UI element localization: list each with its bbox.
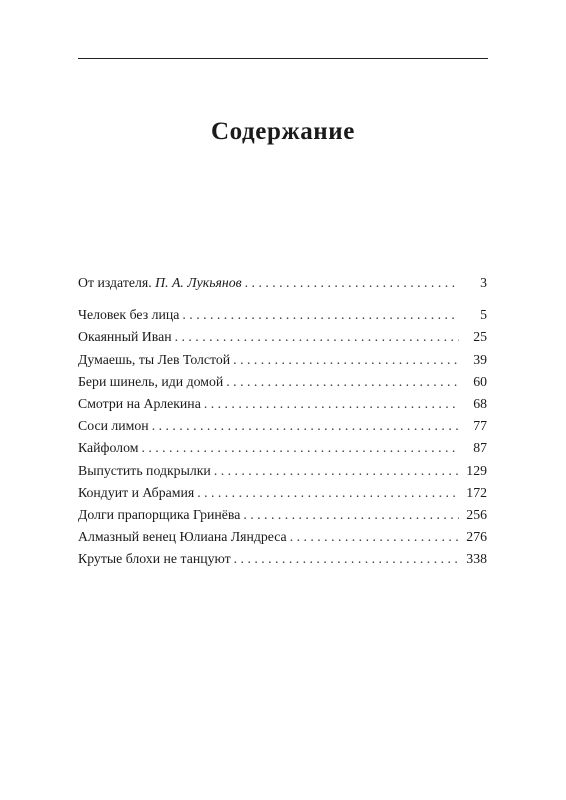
toc-entry-page: 172: [466, 484, 487, 500]
toc-entry-title: Кайфолом: [78, 440, 139, 456]
leader-dots: [197, 482, 459, 504]
toc-entry-author: П. А. Лукьянов: [155, 275, 242, 290]
toc-entry-page: 3: [480, 275, 487, 290]
toc-entry-title: Смотри на Арлекина: [78, 395, 201, 411]
toc-entry[interactable]: [78, 482, 487, 504]
toc-entry-page: 256: [466, 506, 487, 522]
toc-entry-title: Долги прапорщика Гринёва: [78, 506, 241, 522]
leader-dots: [152, 415, 459, 437]
toc-entry-title-text: От издателя.: [78, 275, 156, 290]
toc-entry-page: 77: [473, 418, 487, 434]
toc-entry[interactable]: [78, 349, 487, 371]
toc-entry-page: 39: [473, 351, 487, 367]
toc-entry-page: 5: [480, 307, 487, 323]
leader-dots: [214, 460, 459, 482]
toc-entry-page: 338: [466, 551, 487, 567]
leader-dots: [234, 548, 459, 570]
leader-dots: [243, 504, 459, 526]
toc-entry-page: 25: [473, 329, 487, 345]
toc-entry-title: Думаешь, ты Лев Толстой: [78, 351, 231, 367]
leader-dots: [204, 393, 459, 415]
toc-entry[interactable]: [78, 393, 487, 415]
toc-entry-title: Алмазный венец Юлиана Ляндреса: [78, 529, 287, 545]
toc-entry-page: 68: [473, 395, 487, 411]
leader-dots: [226, 371, 459, 393]
toc-entry-title: Человек без лица: [78, 307, 180, 323]
toc-entry-page: 129: [466, 462, 487, 478]
toc-entry[interactable]: [78, 504, 487, 526]
header-rule: [78, 58, 488, 59]
toc-entry[interactable]: [78, 460, 487, 482]
page-title: Содержание: [210, 118, 355, 145]
toc-entry-page: 87: [473, 440, 487, 456]
toc-entry-page: 276: [466, 529, 487, 545]
leader-dots: [182, 304, 459, 326]
toc-entry-title: [78, 272, 242, 294]
toc-entry-title: Крутые блохи не танцуют: [78, 551, 231, 567]
toc-entry-title: Окаянный Иван: [78, 329, 172, 345]
toc-entry[interactable]: [78, 272, 487, 294]
table-of-contents: [78, 272, 487, 570]
leader-dots: [290, 526, 459, 548]
toc-entry[interactable]: [78, 326, 487, 348]
leader-dots: [245, 272, 459, 294]
toc-entry-title: Кондуит и Абрамия: [78, 484, 195, 500]
toc-entry[interactable]: [78, 415, 487, 437]
toc-entry[interactable]: [78, 437, 487, 459]
leader-dots: [141, 437, 459, 459]
toc-entry-title: Выпустить подкрылки: [78, 462, 211, 478]
toc-entry-page: 60: [473, 373, 487, 389]
toc-entry[interactable]: [78, 304, 487, 326]
leader-dots: [233, 349, 459, 371]
leader-dots: [175, 326, 459, 348]
toc-entry[interactable]: [78, 371, 487, 393]
toc-entry-title: Соси лимон: [78, 418, 149, 434]
toc-entry[interactable]: [78, 526, 487, 548]
toc-entry[interactable]: [78, 548, 487, 570]
toc-entry-title: Бери шинель, иди домой: [78, 373, 224, 389]
